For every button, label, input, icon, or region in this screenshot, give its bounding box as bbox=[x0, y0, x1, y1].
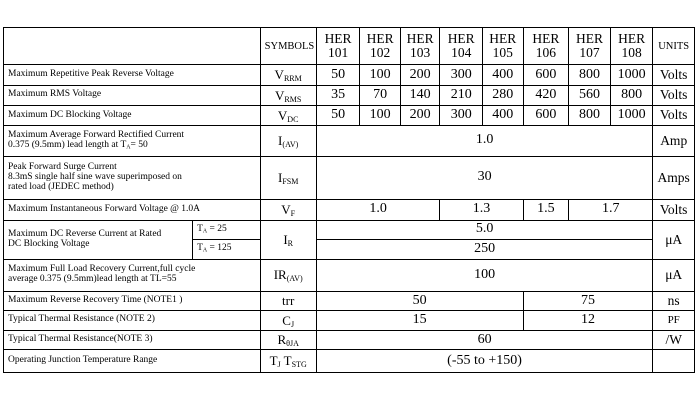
value-cell: 280 bbox=[482, 85, 523, 106]
row-desc: Typical Thermal Resistance(NOTE 3) bbox=[4, 330, 261, 350]
value-cell: 140 bbox=[400, 85, 439, 106]
value-cell: 12 bbox=[523, 311, 653, 331]
row-desc: Operating Junction Temperature Range bbox=[4, 350, 261, 373]
value-cell: 400 bbox=[482, 106, 523, 126]
value-cell: 1.3 bbox=[440, 199, 523, 220]
unit-cell: Volts bbox=[653, 85, 695, 106]
value-cell: 600 bbox=[523, 65, 569, 86]
row-desc: Peak Forward Surge Current 8.3mS single half sine wave superimposed on rated load (JEDEC method) bbox=[4, 156, 261, 199]
unit-cell: Volts bbox=[653, 106, 695, 126]
unit-cell: PF bbox=[653, 311, 695, 331]
row-ir bbox=[4, 220, 695, 240]
value-cell: (-55 to +150) bbox=[316, 350, 653, 373]
row-symbol: $IR_{(AV)}$ bbox=[260, 259, 316, 291]
value-cell: 400 bbox=[482, 65, 523, 86]
unit-cell: Amp bbox=[653, 125, 695, 156]
value-cell: 5.0 bbox=[316, 220, 653, 240]
value-cell: 30 bbox=[316, 156, 653, 199]
row-vf bbox=[4, 199, 695, 220]
row-trr bbox=[4, 291, 695, 311]
value-cell: 100 bbox=[360, 106, 401, 126]
row-symbol: $V_{RMS}$ bbox=[260, 85, 316, 106]
value-cell: 250 bbox=[316, 240, 653, 260]
row-vrrm bbox=[4, 65, 695, 86]
condition-cell: $T_A = 125$ bbox=[193, 240, 261, 260]
row-desc: Maximum Full Load Recovery Current,full cycle average 0.375 (9.5mm)lead length at TL=55 bbox=[4, 259, 261, 291]
row-symbol: $I_{FSM}$ bbox=[260, 156, 316, 199]
value-cell: 800 bbox=[610, 85, 653, 106]
value-cell: 60 bbox=[316, 330, 653, 350]
value-cell: 1000 bbox=[610, 106, 653, 126]
unit-cell: Volts bbox=[653, 199, 695, 220]
header-part-102: HER 102 bbox=[360, 28, 401, 65]
value-cell: 100 bbox=[316, 259, 653, 291]
value-cell: 1000 bbox=[610, 65, 653, 86]
value-cell: 50 bbox=[316, 291, 523, 311]
row-iav bbox=[4, 125, 695, 156]
row-symbol: $I_{(AV)}$ bbox=[260, 125, 316, 156]
value-cell: 300 bbox=[440, 65, 483, 86]
row-symbol: $T_J$ $T_{STG}$ bbox=[260, 350, 316, 373]
value-cell: 50 bbox=[316, 106, 360, 126]
value-cell: 800 bbox=[569, 106, 611, 126]
value-cell: 300 bbox=[440, 106, 483, 126]
value-cell: 200 bbox=[400, 65, 439, 86]
row-tj bbox=[4, 350, 695, 373]
row-irav bbox=[4, 259, 695, 291]
header-part-105: HER 105 bbox=[482, 28, 523, 65]
value-cell: 1.0 bbox=[316, 125, 653, 156]
row-symbol: $V_F$ bbox=[260, 199, 316, 220]
value-cell: 35 bbox=[316, 85, 360, 106]
row-symbol: trr bbox=[260, 291, 316, 311]
unit-cell: μA bbox=[653, 259, 695, 291]
header-part-101: HER 101 bbox=[316, 28, 360, 65]
condition-cell: $T_A = 25$ bbox=[193, 220, 261, 240]
value-cell: 560 bbox=[569, 85, 611, 106]
value-cell: 1.5 bbox=[523, 199, 569, 220]
row-desc: Maximum DC Blocking Voltage bbox=[4, 106, 261, 126]
row-symbol: $V_{DC}$ bbox=[260, 106, 316, 126]
header-symbols: SYMBOLS bbox=[260, 28, 316, 65]
value-cell: 100 bbox=[360, 65, 401, 86]
value-cell: 1.0 bbox=[316, 199, 440, 220]
unit-cell: ns bbox=[653, 291, 695, 311]
row-desc: Maximum DC Reverse Current at Rated DC Blocking Voltage bbox=[4, 220, 193, 259]
row-desc: Maximum RMS Voltage bbox=[4, 85, 261, 106]
value-cell: 15 bbox=[316, 311, 523, 331]
row-symbol: $C_J$ bbox=[260, 311, 316, 331]
header-blank bbox=[4, 28, 261, 65]
unit-cell: Amps bbox=[653, 156, 695, 199]
row-ifsm bbox=[4, 156, 695, 199]
header-part-106: HER 106 bbox=[523, 28, 569, 65]
value-cell: 75 bbox=[523, 291, 653, 311]
unit-cell: /W bbox=[653, 330, 695, 350]
row-desc: Maximum Reverse Recovery Time (NOTE1 ) bbox=[4, 291, 261, 311]
value-cell: 600 bbox=[523, 106, 569, 126]
value-cell: 1.7 bbox=[569, 199, 653, 220]
value-cell: 70 bbox=[360, 85, 401, 106]
row-desc: Maximum Repetitive Peak Reverse Voltage bbox=[4, 65, 261, 86]
row-symbol: $V_{RRM}$ bbox=[260, 65, 316, 86]
header-row bbox=[4, 28, 695, 65]
row-rja bbox=[4, 330, 695, 350]
value-cell: 800 bbox=[569, 65, 611, 86]
row-desc: Typical Thermal Resistance (NOTE 2) bbox=[4, 311, 261, 331]
unit-cell bbox=[653, 350, 695, 373]
ratings-table bbox=[3, 27, 695, 373]
header-part-108: HER 108 bbox=[610, 28, 653, 65]
header-part-104: HER 104 bbox=[440, 28, 483, 65]
header-part-103: HER 103 bbox=[400, 28, 439, 65]
value-cell: 200 bbox=[400, 106, 439, 126]
row-cj bbox=[4, 311, 695, 331]
header-units: UNITS bbox=[653, 28, 695, 65]
value-cell: 210 bbox=[440, 85, 483, 106]
row-vdc bbox=[4, 106, 695, 126]
row-desc: Maximum Instantaneous Forward Voltage @ 1.0A bbox=[4, 199, 261, 220]
header-part-107: HER 107 bbox=[569, 28, 611, 65]
value-cell: 50 bbox=[316, 65, 360, 86]
value-cell: 420 bbox=[523, 85, 569, 106]
unit-cell: Volts bbox=[653, 65, 695, 86]
row-vrms bbox=[4, 85, 695, 106]
row-symbol: $R_{\theta JA}$ bbox=[260, 330, 316, 350]
row-symbol: $I_R$ bbox=[260, 220, 316, 259]
row-desc: Maximum Average Forward Rectified Current 0.375 (9.5mm) lead length at $T_A= 50$ bbox=[4, 125, 261, 156]
unit-cell: μA bbox=[653, 220, 695, 259]
